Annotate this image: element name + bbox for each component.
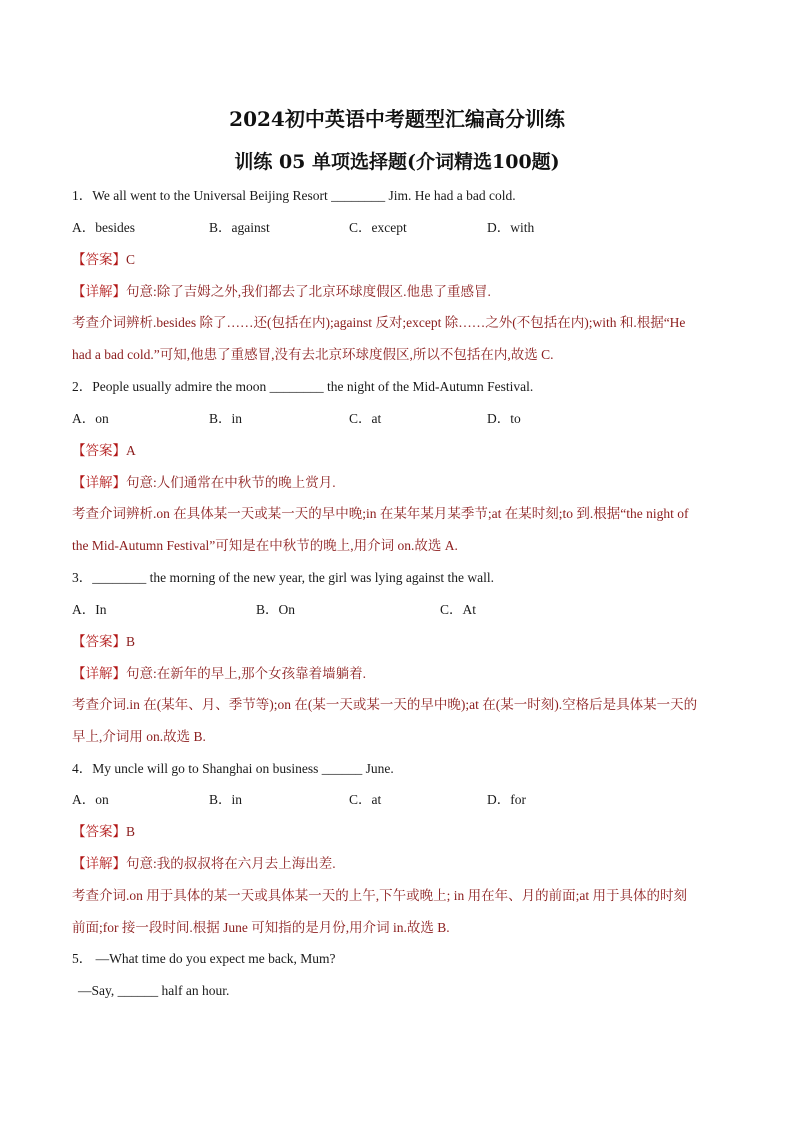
detail-tag: 【详解】	[72, 856, 126, 871]
question-3-answer	[72, 632, 732, 652]
question-3-explanation-line-2: 早上,介词用 on.故选 B.	[72, 729, 206, 744]
question-5-stem-line-2: —Say, ______ half an hour.	[78, 983, 230, 998]
question-3-detail	[72, 664, 732, 684]
detail-tag: 【详解】	[72, 475, 126, 490]
question-4-option-a: A．on	[72, 792, 109, 807]
page-title: 2024初中英语中考题型汇编高分训练	[229, 107, 565, 131]
detail-text: 句意:我的叔叔将在六月去上海出差.	[126, 856, 336, 871]
question-2-option-c: C．at	[349, 411, 382, 426]
answer-value: C	[126, 252, 136, 267]
detail-text: 句意:除了吉姆之外,我们都去了北京环球度假区.他患了重感冒.	[126, 284, 491, 299]
question-1-option-c: C．except	[349, 220, 407, 235]
question-2-explanation-line-1: 考查介词辨析.on 在具体某一天或某一天的早中晚;in 在某年某月某季节;at 在某时刻;to 到.根据“the night of	[72, 506, 689, 521]
question-1-detail	[72, 282, 732, 302]
question-2-explanation-line-2: the Mid-Autumn Festival”可知是在中秋节的晚上,用介词 on.故选 A.	[72, 538, 458, 553]
answer-tag: 【答案】	[72, 252, 126, 267]
question-4-explanation-line-2: 前面;for 接一段时间.根据 June 可知指的是月份,用介词 in.故选 B.	[72, 920, 450, 935]
question-1-option-d: D．with	[487, 220, 535, 235]
question-2-option-b: B．in	[209, 411, 243, 426]
answer-value: B	[126, 634, 136, 649]
question-1-explanation-line-1: 考查介词辨析.besides 除了……还(包括在内);against 反对;except 除……之外(不包括在内);with 和.根据“He	[72, 315, 686, 330]
answer-tag: 【答案】	[72, 634, 126, 649]
question-2-option-d: D．to	[487, 411, 521, 426]
question-3-stem: 3．________ the morning of the new year, the girl was lying against the wall.	[72, 570, 494, 585]
answer-tag: 【答案】	[72, 824, 126, 839]
question-4-answer	[72, 822, 732, 842]
question-1-answer	[72, 250, 732, 270]
answer-tag: 【答案】	[72, 443, 126, 458]
question-4-option-b: B．in	[209, 792, 243, 807]
question-4-option-d: D．for	[487, 792, 526, 807]
question-1-stem: 1．We all went to the Universal Beijing Resort ________ Jim. He had a bad cold.	[72, 188, 516, 203]
page-subtitle: 训练 05 单项选择题(介词精选100题)	[234, 151, 560, 173]
answer-value: A	[126, 443, 136, 458]
detail-text: 句意:人们通常在中秋节的晚上赏月.	[126, 475, 336, 490]
question-3-option-a: A．In	[72, 602, 107, 617]
detail-tag: 【详解】	[72, 666, 126, 681]
question-4-detail	[72, 854, 732, 874]
question-2-answer	[72, 441, 732, 461]
question-5-stem: 5． —What time do you expect me back, Mum?	[72, 951, 336, 966]
question-3-explanation-line-1: 考查介词.in 在(某年、月、季节等);on 在(某一天或某一天的早中晚);at 在(某一时刻).空格后是具体某一天的	[72, 697, 698, 712]
question-1-explanation-line-2: had a bad cold.”可知,他患了重感冒,没有去北京环球度假区,所以不包括在内,故选 C.	[72, 347, 554, 362]
question-4-option-c: C．at	[349, 792, 382, 807]
question-2-stem: 2．People usually admire the moon ________ the night of the Mid-Autumn Festival.	[72, 379, 534, 394]
question-4-explanation-line-1: 考查介词.on 用于具体的某一天或具体某一天的上午,下午或晚上; in 用在年、月的前面;at 用于具体的时刻	[72, 888, 687, 903]
question-3-option-b: B．On	[256, 602, 296, 617]
detail-text: 句意:在新年的早上,那个女孩靠着墙躺着.	[126, 666, 367, 681]
question-2-detail	[72, 473, 732, 493]
question-1-option-b: B．against	[209, 220, 270, 235]
question-4-stem: 4．My uncle will go to Shanghai on business ______ June.	[72, 761, 394, 776]
question-2-option-a: A．on	[72, 411, 109, 426]
question-1-option-a: A．besides	[72, 220, 135, 235]
answer-value: B	[126, 824, 136, 839]
detail-tag: 【详解】	[72, 284, 126, 299]
question-3-option-c: C．At	[440, 602, 477, 617]
